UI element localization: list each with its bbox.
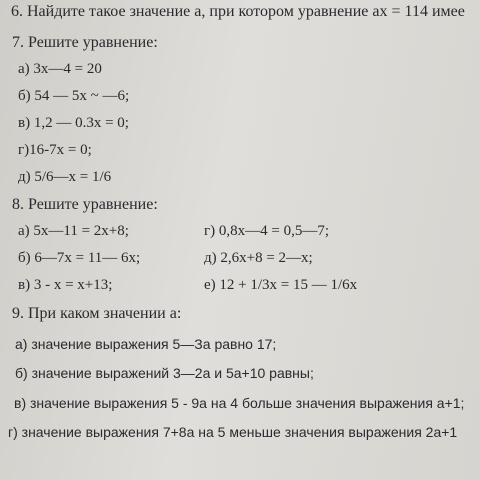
- task-8-item-d: д) 2,6х+8 = 2—х;: [204, 250, 313, 266]
- task-9-item-v: в) значение выражения 5 - 9а на 4 больше значения выражения а+1;: [14, 395, 465, 411]
- task-8-heading: 8. Решите уравнение:: [12, 196, 158, 213]
- task-9-item-g: г) значение выражения 7+8а на 5 меньше значения выражения 2а+1: [8, 424, 458, 440]
- task-9-item-a: а) значение выражения 5—За равно 17;: [15, 336, 277, 352]
- task-6-heading: 6. Найдите такое значение а, при котором уравнение ах = 114 имее: [11, 3, 465, 20]
- task-8-item-v: в) 3 - х = х+13;: [18, 277, 113, 293]
- task-8-item-e: е) 12 + 1/3х = 15 — 1/6х: [204, 277, 358, 293]
- task-8-item-g: г) 0,8х—4 = 0,5—7;: [204, 223, 330, 239]
- task-8-item-b: б) 6—7х = 11— 6х;: [18, 250, 141, 266]
- task-7-item-g: г)16-7х = 0;: [18, 142, 92, 158]
- task-9-heading: 9. При каком значении а:: [12, 305, 182, 322]
- task-7-item-v: в) 1,2 — 0.3х = 0;: [18, 115, 129, 131]
- task-8-item-a: а) 5х—11 = 2х+8;: [18, 223, 129, 239]
- task-7-item-b: б) 54 — 5х ~ —6;: [18, 88, 130, 104]
- task-7-item-a: а) 3х—4 = 20: [18, 61, 102, 77]
- task-9-item-b: б) значение выражений 3—2а и 5а+10 равны;: [15, 365, 314, 381]
- task-7-heading: 7. Решите уравнение:: [12, 34, 158, 51]
- task-7-item-d: д) 5/6—х = 1/6: [18, 169, 112, 185]
